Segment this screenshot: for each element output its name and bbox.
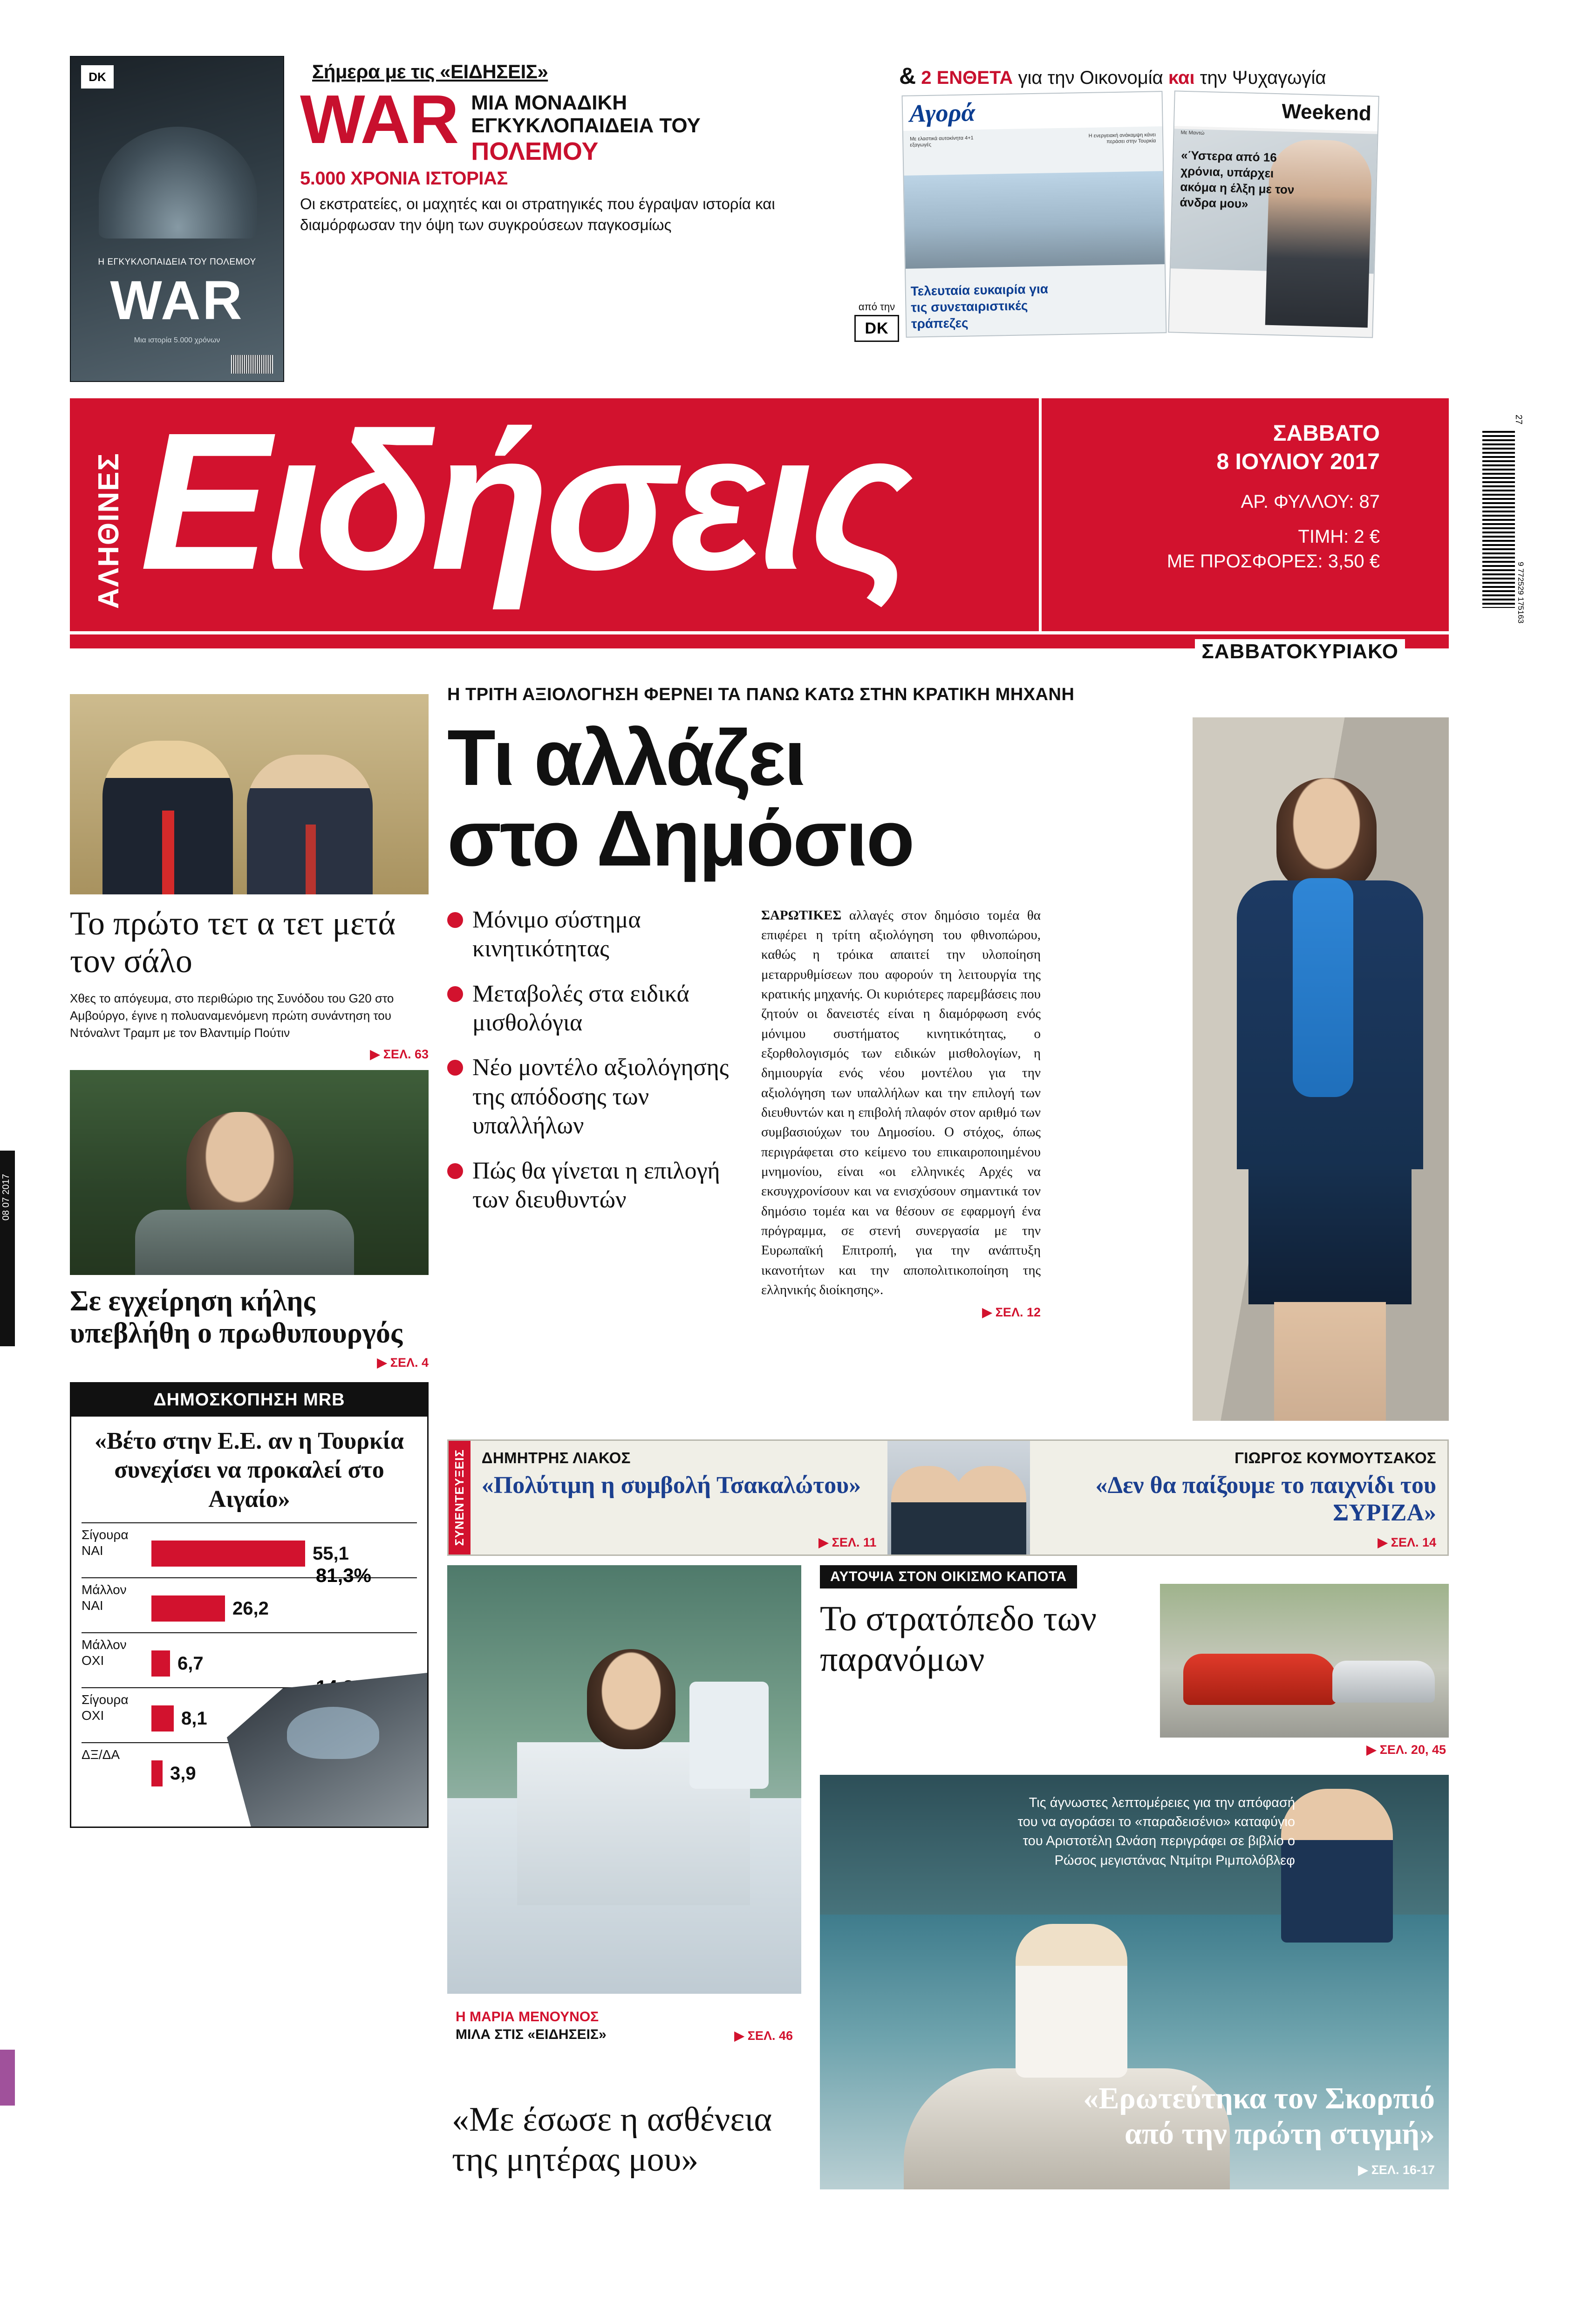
main-headline: [447, 714, 1155, 883]
interview-right-page-label: ΣΕΛ. 14: [1391, 1535, 1437, 1549]
poll-group-label-yes: 81,3%: [315, 1564, 371, 1587]
inserts-the: την: [1200, 68, 1227, 88]
main-article-lead-caps: ΣΑΡΩΤΙΚΕΣ: [761, 907, 842, 923]
menounos-page-ref[interactable]: [734, 2029, 793, 2043]
left-story1-page-ref[interactable]: [70, 1047, 429, 1062]
poll-header: ΔΗΜΟΣΚΟΠΗΣΗ MRB: [71, 1384, 427, 1417]
menounos-caption-black: ΜΙΛΑ ΣΤΙΣ «ΕΙΔΗΣΕΙΣ»: [456, 2026, 607, 2042]
putin-tie: [306, 825, 316, 894]
photo-subject-skirt: [1248, 1165, 1412, 1304]
page-ref-triangle-icon: ▶: [818, 1535, 829, 1549]
list-item: [447, 906, 741, 964]
poll-row-value: 8,1: [181, 1708, 207, 1729]
poll-row-label: ΔΞ/ΔΑ: [82, 1742, 151, 1797]
weekend-badge: ΣΑΒΒΑΤΟΚΥΡΙΑΚΟ: [1195, 639, 1405, 664]
left-story2-page-label: ΣΕΛ. 4: [390, 1355, 429, 1370]
barcode-bars: [1482, 431, 1515, 608]
list-item: [447, 980, 741, 1038]
promo-years: 5.000 ΧΡΟΝΙΑ ΙΣΤΟΡΙΑΣ: [300, 168, 508, 189]
promo-text-block: [284, 56, 918, 382]
insert-agora: [902, 91, 1167, 338]
left-column: [70, 694, 429, 1828]
insert-agora-strapline: Τελευταία ευκαιρία για τις συνεταιριστικές τράπεζες: [910, 281, 1049, 331]
poll-row-label: Σίγουρα ΝΑΙ: [82, 1522, 151, 1577]
photo-subject-legs: [1274, 1302, 1386, 1421]
kapota-red-car: [1183, 1654, 1337, 1705]
interview-right[interactable]: [1030, 1441, 1447, 1554]
interview-left-page-ref[interactable]: [818, 1535, 876, 1550]
kapota-headline: Το στρατόπεδο των παρανόμων: [820, 1599, 1097, 1679]
insert-agora-nameplate: [903, 92, 1162, 131]
book-cover-tagline: Μια ιστορία 5.000 χρόνων: [134, 336, 220, 344]
book-cover-title: WAR: [110, 270, 244, 331]
page-ref-triangle-icon: ▶: [377, 1355, 387, 1370]
left-story1-headline: Το πρώτο τετ α τετ μετά τον σάλο: [70, 905, 396, 980]
masthead-issue: ΑΡ. ΦΥΛΛΟΥ: 87: [1241, 491, 1380, 512]
interview-left-page-label: ΣΕΛ. 11: [832, 1535, 877, 1549]
page-ref-triangle-icon: ▶: [734, 2029, 744, 2043]
poll-question: «Βέτο στην Ε.Ε. αν η Τουρκία συνεχίσει να προκαλεί στο Αιγαίο»: [95, 1427, 404, 1513]
trump-putin-photo: [70, 694, 429, 894]
main-headline-line1: Τι αλλάζει: [447, 714, 805, 802]
photo-subject-scarf: [1293, 878, 1353, 1097]
insert-weekend: [1168, 90, 1379, 338]
side-date-label: 08 07 2017: [1, 1174, 11, 1221]
bullet-dot-icon: [447, 1060, 463, 1076]
onassis-skorpios-story: [820, 1775, 1449, 2189]
main-article-body-wrap: [761, 906, 1041, 1320]
photo-subject-head: [1276, 778, 1377, 892]
menounos-caption-text: [456, 2008, 607, 2043]
main-article-body: [761, 906, 1041, 1300]
barcode-number: 9 772529 175163: [1516, 561, 1525, 623]
list-item: [447, 1157, 741, 1215]
promo-kicker: Σήμερα με τις «ΕΙΔΗΣΕΙΣ»: [312, 61, 548, 82]
interviews-strip: [447, 1439, 1449, 1556]
tsipras-body: [135, 1210, 354, 1275]
top-promo-strip: [70, 56, 1528, 382]
interviews-tab-text: ΣΥΝΕΝΤΕΥΞΕΙΣ: [452, 1449, 466, 1546]
rybolovlev-portrait: [1281, 1789, 1393, 1943]
interview-right-page-ref[interactable]: [1378, 1535, 1436, 1550]
center-column: [447, 685, 1155, 1320]
insert-agora-mini1: Με ελαστικά αυτοκίνητα 4+1 εξαγωγές: [910, 135, 974, 148]
poll-row-bar: [151, 1541, 305, 1567]
page-ref-triangle-icon: ▶: [1378, 1535, 1388, 1549]
onassis-page-label: ΣΕΛ. 16-17: [1371, 2163, 1435, 2177]
interview-left[interactable]: [471, 1441, 888, 1554]
insert-thumbnails: [904, 93, 1376, 335]
insert-agora-photo: [904, 171, 1165, 269]
main-bullet-list: [447, 906, 741, 1320]
newspaper-title: Ειδήσεις: [140, 392, 908, 611]
interview-portrait-left: [891, 1466, 963, 1554]
main-article-page-label: ΣΕΛ. 12: [995, 1305, 1041, 1320]
page-ref-triangle-icon: ▶: [370, 1047, 380, 1061]
interviews-tab-label: [449, 1441, 471, 1554]
inserts-and: και: [1168, 68, 1195, 88]
interview-left-quote: «Πολύτιμη η συμβολή Τσακαλώτου»: [481, 1472, 861, 1499]
poll-row-value: 6,7: [177, 1653, 204, 1674]
interview-portraits: [887, 1441, 1030, 1554]
page-ref-triangle-icon: ▶: [1366, 1743, 1377, 1757]
bullet-text: Πώς θα γίνεται η επιλογή των διευθυντών: [472, 1157, 720, 1213]
kapota-white-car: [1332, 1661, 1435, 1703]
masthead-price-offers: ΜΕ ΠΡΟΣΦΟΡΕΣ: 3,50 €: [1166, 551, 1380, 572]
promo-sub-line2: ΕΓΚΥΚΛΟΠΑΙΔΕΙΑ ΤΟΥ: [471, 114, 701, 137]
onassis-blurb: Τις άγνωστες λεπτομέρειες για την απόφασή του να αγοράσει το «παραδεισένιο» καταφύγιο του Αριστοτέλη Ωνάση περιγράφει σε βιβλίο ο Ρώσος μεγιστάνας Ντμίτρι Ριμπολόβλεφ: [1017, 1795, 1295, 1868]
masthead-date: 8 ΙΟΥΛΙΟΥ 2017: [1216, 450, 1380, 474]
menounos-headline: «Με έσωσε η ασθένεια της μητέρας μου»: [452, 2100, 772, 2179]
insert-weekend-title: Weekend: [1281, 100, 1372, 125]
poll-row-label: Μάλλον ΝΑΙ: [82, 1577, 151, 1632]
poll-row-bar-wrap: [151, 1577, 417, 1632]
insert-weekend-mini1: Με Μαντώ: [1180, 130, 1205, 136]
main-content-columns: [447, 906, 1155, 1320]
menounos-caption: [447, 2002, 801, 2050]
insert-weekend-nameplate: [1174, 91, 1378, 131]
main-article-text: αλλαγές στον δημόσιο τομέα θα επιφέρει η τρίτη αξιολόγηση του φθινοπώρου, καθώς η τρόικα απαιτεί την υλοποίηση μεταρρυθμίσεων που αφορούν τη λειτουργία της κρατικής μηχανής. Οι κυριότερες παρεμβάσεις που ζητούν οι δανειστές είναι η διαμόρφωση ενός μόνιμου συστήματος κινητικότητας, ο εξορθολογισμός των ειδικών μισθολογίων, η δημιουργία ενός νέου μοντέλου για την αξιολόγηση των υπαλλήλων και την επιλογή των διευθυντών και η επιβολή πλαφόν στον αριθμό των συμβασιούχων του Δημοσίου. Ο στόχος, όπως περιγράφεται στο κείμενο του επικαιροποιημένου μνημονίου, είναι «οι ελληνικές Αρχές να εκσυγχρονίσουν και να ενισχύσουν σημαντικά τον δημόσιο τομέα και να θέσουν σε εφαρμογή ένα πρόγραμμα, σε στενή συνεργασία με την Ευρωπαϊκή Επιτροπή, για την ανάπτυξη ικανοτήτων και την αποπολιτικοποίηση της ελληνικής διοίκησης».: [761, 907, 1041, 1298]
poll-chart: [70, 1382, 429, 1828]
menounos-head: [587, 1649, 675, 1749]
interview-portrait-right: [954, 1466, 1026, 1554]
promo-publisher-logo: DK: [854, 315, 899, 342]
interview-right-name: ΓΙΩΡΓΟΣ ΚΟΥΜΟΥΤΣΑΚΟΣ: [1235, 1449, 1437, 1466]
promo-publisher: [854, 301, 899, 342]
left-story1-page-label: ΣΕΛ. 63: [383, 1047, 429, 1061]
poll-row-label: Μάλλον ΟΧΙ: [82, 1632, 151, 1687]
main-headline-line2: στο Δημόσιο: [447, 794, 914, 883]
poll-row-bar-wrap: [151, 1522, 417, 1577]
bullet-dot-icon: [447, 912, 463, 928]
book-cover-subtitle: Η ΕΓΚΥΚΛΟΠΑΙΔΕΙΑ ΤΟΥ ΠΟΛΕΜΟΥ: [98, 257, 256, 267]
poll-bars: [71, 1522, 427, 1827]
menounos-story: [447, 1565, 801, 2189]
dk-logo: DK: [81, 65, 114, 89]
poll-row-bar: [151, 1760, 163, 1786]
inserts-economy: Οικονομία: [1079, 68, 1163, 88]
poll-row-value: 55,1: [313, 1543, 349, 1564]
public-sector-employee-photo: [1193, 717, 1449, 1421]
promo-publisher-label: από την: [858, 301, 895, 313]
left-story1-body: Χθες το απόγευμα, στο περιθώριο της Συνόδου του G20 στο Αμβούργο, έγινε η πολυαναμενόμενη πρώτη συνάντηση του Ντόναλντ Τραμπ με τον Βλαντιμίρ Πούτιν: [70, 991, 394, 1040]
left-story2-page-ref[interactable]: [70, 1356, 429, 1370]
menounos-page-label: ΣΕΛ. 46: [747, 2029, 793, 2043]
tsipras-photo: [70, 1070, 429, 1275]
bullet-dot-icon: [447, 1163, 463, 1179]
promo-body-text: Οι εκστρατείες, οι μαχητές και οι στρατηγικές που έγραψαν ιστορία και διαμόρφωσαν την όψη των συγκρούσεων παγκοσμίως: [300, 195, 775, 233]
inserts-block: [899, 56, 1528, 382]
onassis-woman-figure: [1016, 1924, 1127, 2078]
promo-war-title: WAR: [300, 81, 458, 158]
bullet-dot-icon: [447, 986, 463, 1002]
main-article-page-ref[interactable]: [761, 1305, 1041, 1320]
left-story2-headline: Σε εγχείρηση κήλης υπεβλήθη ο πρωθυπουργός: [70, 1285, 403, 1350]
masthead-price: ΤΙΜΗ: 2 €: [1298, 526, 1380, 547]
page-ref-triangle-icon: ▶: [1358, 2163, 1368, 2177]
insert-weekend-strapline: «Ύστερα από 16 χρόνια, υπάρχει ακόμα η έλξη με τον άνδρα μου»: [1180, 148, 1295, 211]
inserts-leisure: Ψυχαγωγία: [1232, 68, 1326, 88]
side-tab-purple: [0, 2050, 15, 2106]
insert-agora-mini2: Η ενεργειακή ανάκαμψη κάνει περάσει στην Τουρκία: [1088, 132, 1156, 145]
kapota-page-label: ΣΕΛ. 20, 45: [1379, 1743, 1446, 1757]
barcode: [1471, 410, 1526, 629]
book-cover-dome-illustration: [99, 127, 257, 239]
kapota-tag: ΑΥΤΟΨΙΑ ΣΤΟΝ ΟΙΚΙΣΜΟ ΚΑΠΟΤΑ: [820, 1565, 1077, 1588]
kapota-story: [820, 1565, 1449, 1761]
promo-war-subtitle: [471, 91, 701, 165]
bullet-text: Μεταβολές στα ειδικά μισθολόγια: [472, 980, 689, 1036]
promo-sub-line3: ΠΟΛΕΜΟΥ: [471, 137, 599, 165]
poll-row-bar: [151, 1595, 225, 1622]
barcode-top-number: 27: [1514, 415, 1523, 425]
main-kicker: Η ΤΡΙΤΗ ΑΞΙΟΛΟΓΗΣΗ ΦΕΡΝΕΙ ΤΑ ΠΑΝΩ ΚΑΤΩ ΣΤΗΝ ΚΡΑΤΙΚΗ ΜΗΧΑΝΗ: [447, 685, 1075, 704]
insert-agora-title: Αγορά: [909, 98, 975, 128]
masthead-prefix-label: ΑΛΗΘΙΝΕΣ: [93, 452, 125, 609]
poll-row-label: Σίγουρα ΟΧΙ: [82, 1687, 151, 1742]
masthead-info: [1039, 398, 1393, 631]
jet-canopy: [287, 1707, 379, 1759]
interview-left-name: ΔΗΜΗΤΡΗΣ ΛΙΑΚΟΣ: [481, 1449, 631, 1466]
book-cover-barcode: [231, 355, 273, 374]
promo-sub-line1: ΜΙΑ ΜΟΝΑΔΙΚΗ: [471, 91, 627, 114]
onassis-quote: «Ερωτεύτηκα τον Σκορπιό από την πρώτη στιγμή»: [1083, 2081, 1435, 2151]
inserts-count: 2 ΕΝΘΕΤΑ: [921, 68, 1013, 88]
menounos-pillow: [689, 1682, 769, 1789]
bullet-text: Νέο μοντέλο αξιολόγησης της απόδοσης των υπαλλήλων: [472, 1054, 729, 1139]
menounos-caption-red: Η ΜΑΡΙΑ ΜΕΝΟΥΝΟΣ: [456, 2009, 599, 2025]
interview-right-quote: «Δεν θα παίξουμε το παιχνίδι του ΣΥΡΙΖΑ»: [1095, 1472, 1437, 1527]
poll-row-value: 26,2: [232, 1598, 269, 1619]
page-ref-triangle-icon: ▶: [982, 1305, 992, 1320]
inserts-header: [899, 62, 1326, 89]
masthead: [70, 392, 1449, 631]
kapota-page-ref[interactable]: [1366, 1743, 1446, 1757]
trump-tie: [162, 811, 174, 894]
bullet-text: Μόνιμο σύστημα κινητικότητας: [472, 906, 641, 962]
list-item: [447, 1053, 741, 1140]
inserts-amp: &: [899, 63, 916, 89]
poll-row-value: 3,9: [170, 1763, 196, 1784]
poll-row-bar: [151, 1705, 174, 1732]
book-cover-image: [70, 56, 284, 382]
kapota-photo: [1160, 1584, 1449, 1738]
inserts-for: για την: [1018, 68, 1075, 88]
poll-row-bar: [151, 1650, 170, 1677]
onassis-page-ref[interactable]: [1358, 2163, 1435, 2177]
masthead-day: ΣΑΒΒΑΤΟ: [1273, 421, 1380, 446]
